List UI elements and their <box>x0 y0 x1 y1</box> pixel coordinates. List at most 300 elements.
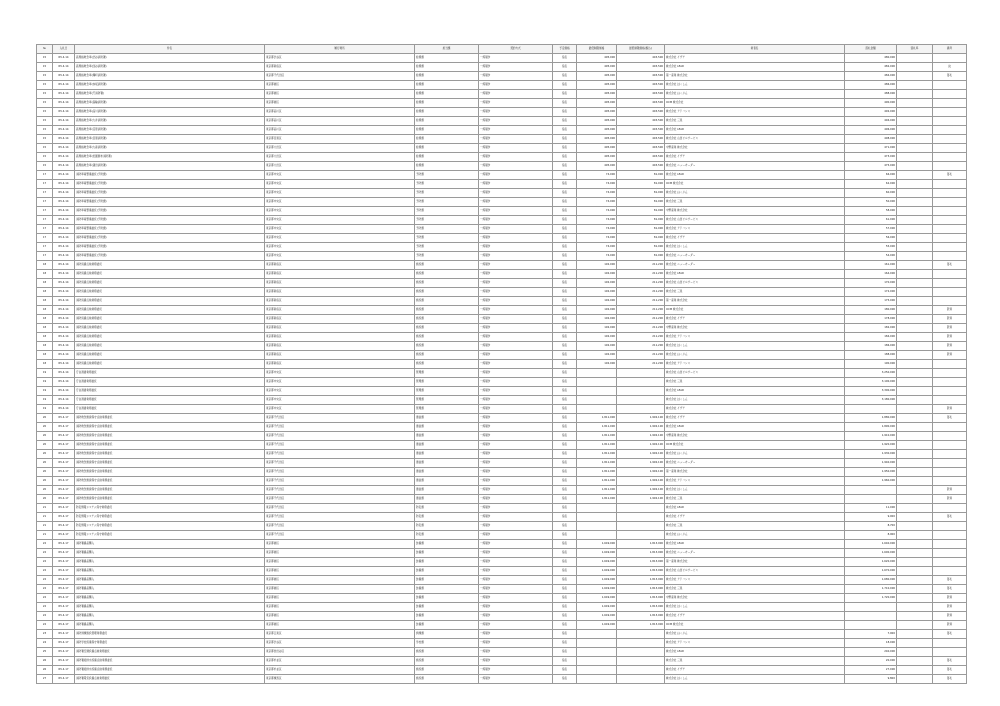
table-cell: 58,000 <box>845 207 897 216</box>
table-cell: 445,500 <box>617 144 665 153</box>
table-cell: R5.4.17 <box>53 414 75 423</box>
table-cell: 指名 <box>553 405 577 414</box>
table-cell: 株式会社 ほくしん <box>665 486 845 495</box>
table-cell: 一般競争 <box>479 630 553 639</box>
table-cell <box>845 621 897 630</box>
table-cell: 1,930,000 <box>845 450 897 459</box>
table-cell: 東京都大田区 <box>265 162 415 171</box>
table-cell: 株式会社 LEAD <box>665 270 845 279</box>
table-cell: 指名 <box>553 639 577 648</box>
table-cell: 17 <box>37 252 53 261</box>
table-cell: 指名 <box>553 504 577 513</box>
table-row <box>37 414 967 423</box>
table-cell: 中野産業 株式会社 <box>665 144 845 153</box>
table-cell: 指名 <box>553 450 577 459</box>
table-cell: 消防救急無線保守点検業務委託 <box>75 468 265 477</box>
table-cell: 495,000 <box>577 144 617 153</box>
table-cell: 74,000 <box>577 243 617 252</box>
table-cell: 管理課 <box>415 396 479 405</box>
table-cell <box>897 180 933 189</box>
table-row <box>37 270 967 279</box>
table-cell: 指名 <box>553 387 577 396</box>
table-row <box>37 279 967 288</box>
table-cell: 1,992,100 <box>617 459 665 468</box>
table-row <box>37 144 967 153</box>
table-cell: 東京都千代田区 <box>265 414 415 423</box>
table-cell <box>933 216 967 225</box>
table-cell: 株式会社 イザテ <box>665 612 845 621</box>
table-cell: 東京都千代田区 <box>265 477 415 486</box>
table-cell: 防災情報システム保守業務委託 <box>75 513 265 522</box>
table-cell <box>897 333 933 342</box>
table-cell: 通信課 <box>415 468 479 477</box>
table-cell <box>897 666 933 675</box>
table-cell: 指名 <box>553 414 577 423</box>
table-cell: 19 <box>37 387 53 396</box>
table-row <box>37 450 967 459</box>
table-cell <box>897 549 933 558</box>
table-cell: 一般競争 <box>479 315 553 324</box>
table-cell: 東京都中央区 <box>265 171 415 180</box>
table-cell: 1,813,900 <box>617 621 665 630</box>
table-cell: 東京都中央区 <box>265 225 415 234</box>
table-row <box>37 261 967 270</box>
table-cell <box>897 144 933 153</box>
table-row <box>37 468 967 477</box>
table-cell: R5.4.14 <box>53 297 75 306</box>
table-cell: 一般競争 <box>479 468 553 477</box>
table-cell: 15 <box>37 162 53 171</box>
table-row <box>37 63 967 72</box>
table-cell: 東京都品川区 <box>265 108 415 117</box>
table-cell <box>897 189 933 198</box>
table-cell: 54,000 <box>845 252 897 261</box>
table-row <box>37 558 967 567</box>
table-cell: 22 <box>37 594 53 603</box>
table-cell: 1,811,000 <box>577 441 617 450</box>
table-cell: 一般競争 <box>479 99 553 108</box>
table-cell: 辞退 <box>933 486 967 495</box>
table-cell: 指名 <box>553 477 577 486</box>
table-cell: 15 <box>37 117 53 126</box>
table-cell: R5.4.14 <box>53 99 75 108</box>
table-cell: 施設課 <box>415 306 479 315</box>
table-cell: 192,000 <box>577 279 617 288</box>
table-cell: 落札 <box>933 585 967 594</box>
table-cell: 一般競争 <box>479 558 553 567</box>
table-cell: 消防署備品購入 <box>75 594 265 603</box>
table-cell: 東京都品川区 <box>265 117 415 126</box>
table-cell <box>897 405 933 414</box>
table-row <box>37 162 967 171</box>
table-cell: 東京都港区 <box>265 540 415 549</box>
table-cell: R5.4.14 <box>53 360 75 369</box>
table-cell: 庁舎清掃業務委託 <box>75 378 265 387</box>
table-cell: 東京都千代田区 <box>265 486 415 495</box>
table-cell <box>897 369 933 378</box>
table-cell: R5.4.17 <box>53 612 75 621</box>
table-cell <box>897 648 933 657</box>
table-cell: 東京都中央区 <box>265 405 415 414</box>
table-cell: 20 <box>37 423 53 432</box>
table-cell: 482,000 <box>845 63 897 72</box>
table-cell: 東京都渋谷区 <box>265 54 415 63</box>
table-cell <box>897 288 933 297</box>
table-cell: 装備課 <box>415 594 479 603</box>
table-cell: 445,500 <box>617 63 665 72</box>
table-cell: 指名 <box>553 72 577 81</box>
table-cell: 一般競争 <box>479 585 553 594</box>
table-cell <box>617 369 665 378</box>
table-cell: 株式会社 山田ビルサービス <box>665 135 845 144</box>
table-cell <box>577 675 617 684</box>
table-cell: 予防課 <box>415 171 479 180</box>
table-cell: 株式会社 はくぶん <box>665 351 845 360</box>
table-cell: 211,200 <box>617 342 665 351</box>
table-cell: R5.4.17 <box>53 657 75 666</box>
table-cell <box>617 396 665 405</box>
table-cell: 20 <box>37 441 53 450</box>
table-cell: R5.4.14 <box>53 54 75 63</box>
column-header: 業者名 <box>665 45 845 54</box>
table-cell: 一般競争 <box>479 504 553 513</box>
table-cell <box>897 450 933 459</box>
table-cell <box>933 225 967 234</box>
table-cell: 211,200 <box>617 360 665 369</box>
table-cell: 495,000 <box>577 126 617 135</box>
table-cell: 施設課 <box>415 675 479 684</box>
column-header: 落札金額 <box>845 45 897 54</box>
table-cell: 指名 <box>553 171 577 180</box>
table-cell: 辞退 <box>933 495 967 504</box>
table-cell: 予防課 <box>415 234 479 243</box>
table-cell: 消防署備品購入 <box>75 549 265 558</box>
table-cell: 消防設備点検業務委託 <box>75 270 265 279</box>
table-cell <box>933 558 967 567</box>
table-cell: 指名 <box>553 648 577 657</box>
table-cell: 1,992,100 <box>617 432 665 441</box>
table-cell: 18 <box>37 306 53 315</box>
table-cell: 1,910,000 <box>845 432 897 441</box>
table-cell: 184,000 <box>845 333 897 342</box>
table-cell <box>617 522 665 531</box>
table-cell: 株式会社 三晃 <box>665 198 845 207</box>
table-cell: 21 <box>37 504 53 513</box>
table-cell: R5.4.17 <box>53 477 75 486</box>
table-cell: R5.4.14 <box>53 90 75 99</box>
table-row <box>37 297 967 306</box>
table-row <box>37 630 967 639</box>
table-cell: 445,500 <box>617 153 665 162</box>
table-cell: 予防課 <box>415 243 479 252</box>
table-cell: 株式会社 アドバンス <box>665 576 845 585</box>
table-cell <box>933 126 967 135</box>
table-cell: 81,000 <box>617 207 665 216</box>
table-cell <box>933 540 967 549</box>
table-cell: 株式会社 はくぶん <box>665 189 845 198</box>
table-cell: 一般競争 <box>479 369 553 378</box>
table-row <box>37 369 967 378</box>
table-cell: 1,813,900 <box>617 585 665 594</box>
table-cell: 東京都新宿区 <box>265 270 415 279</box>
table-cell: R5.4.17 <box>53 567 75 576</box>
table-cell: 消防設備点検業務委託 <box>75 261 265 270</box>
table-cell: 施設課 <box>415 666 479 675</box>
table-cell: 株式会社 三晃 <box>665 657 845 666</box>
table-row <box>37 666 967 675</box>
table-cell: 消防署給排水設備点検業務委託 <box>75 666 265 675</box>
table-cell: 東京都港区 <box>265 90 415 99</box>
table-cell: 一般競争 <box>479 270 553 279</box>
table-cell <box>577 369 617 378</box>
table-cell: R5.4.14 <box>53 270 75 279</box>
table-cell: 指名 <box>553 441 577 450</box>
table-cell: 東京都中央区 <box>265 207 415 216</box>
column-header: 備考 <box>933 45 967 54</box>
table-cell: 15 <box>37 72 53 81</box>
table-cell <box>933 567 967 576</box>
table-cell: 495,000 <box>577 54 617 63</box>
table-cell: R5.4.14 <box>53 216 75 225</box>
table-cell: 15 <box>37 153 53 162</box>
table-cell: 落札 <box>933 513 967 522</box>
table-cell: 指名 <box>553 54 577 63</box>
table-cell: 施設課 <box>415 315 479 324</box>
table-cell: 211,200 <box>617 306 665 315</box>
table-row <box>37 576 967 585</box>
table-cell: R5.4.14 <box>53 72 75 81</box>
table-cell: 株式会社 ニューオーダー <box>665 459 845 468</box>
table-cell: 防災課 <box>415 531 479 540</box>
table-cell: 装備課 <box>415 567 479 576</box>
table-cell: 一般競争 <box>479 603 553 612</box>
table-cell: 1,811,000 <box>577 477 617 486</box>
table-cell <box>897 603 933 612</box>
table-cell <box>933 99 967 108</box>
table-cell: 1,649,000 <box>577 567 617 576</box>
table-cell: R5.4.14 <box>53 378 75 387</box>
table-cell <box>933 477 967 486</box>
table-cell: 495,000 <box>577 135 617 144</box>
table-cell <box>897 81 933 90</box>
table-cell: 指名 <box>553 63 577 72</box>
table-cell: 指名 <box>553 333 577 342</box>
table-cell: R5.4.14 <box>53 135 75 144</box>
table-cell: 56,000 <box>845 234 897 243</box>
table-cell: 消防署備品購入 <box>75 612 265 621</box>
table-cell: 一般競争 <box>479 432 553 441</box>
table-cell: 東京都港区 <box>265 99 415 108</box>
table-cell: R5.4.17 <box>53 441 75 450</box>
table-cell <box>897 396 933 405</box>
table-cell: 株式会社 はくぶん <box>665 450 845 459</box>
table-cell: R5.4.17 <box>53 432 75 441</box>
table-cell: 株式会社 LEAD <box>665 504 845 513</box>
table-cell <box>617 648 665 657</box>
table-cell: 192,000 <box>577 342 617 351</box>
table-cell: 55,000 <box>845 243 897 252</box>
table-cell: 492,000 <box>845 108 897 117</box>
table-cell: 74,000 <box>577 180 617 189</box>
table-cell <box>933 162 967 171</box>
table-cell <box>897 198 933 207</box>
table-cell: 22 <box>37 558 53 567</box>
table-cell <box>897 261 933 270</box>
table-cell: 総務課 <box>415 99 479 108</box>
table-cell: 17 <box>37 243 53 252</box>
table-cell: 株式会社 はくぶん <box>665 630 845 639</box>
table-cell: 株式会社 三晃 <box>665 378 845 387</box>
table-cell <box>897 117 933 126</box>
table-cell <box>845 495 897 504</box>
table-cell: 消防救急無線保守点検業務委託 <box>75 477 265 486</box>
table-cell: 東京都港区 <box>265 558 415 567</box>
table-cell: 東京都中央区 <box>265 252 415 261</box>
table-cell: 指名 <box>553 531 577 540</box>
table-row <box>37 432 967 441</box>
table-cell <box>897 99 933 108</box>
table-cell <box>933 378 967 387</box>
table-cell: 防災課 <box>415 522 479 531</box>
table-cell: 株式会社 ほくしん <box>665 243 845 252</box>
table-cell <box>897 162 933 171</box>
table-cell: 予防課 <box>415 252 479 261</box>
table-cell: 指名 <box>553 396 577 405</box>
table-cell: 211,200 <box>617 261 665 270</box>
table-cell <box>933 189 967 198</box>
table-cell: R5.4.14 <box>53 369 75 378</box>
table-cell: 指名 <box>553 261 577 270</box>
table-cell <box>933 81 967 90</box>
table-row <box>37 324 967 333</box>
table-cell: 164,000 <box>845 270 897 279</box>
table-cell: 1,813,900 <box>617 612 665 621</box>
table-cell <box>933 387 967 396</box>
table-cell: 1,890,000 <box>845 423 897 432</box>
table-cell: 186,000 <box>845 342 897 351</box>
table-cell <box>933 396 967 405</box>
table-cell: R5.4.17 <box>53 666 75 675</box>
table-cell: 消防救急無線保守点検業務委託 <box>75 414 265 423</box>
table-cell: 81,000 <box>617 189 665 198</box>
table-cell: 消防設備点検業務委託 <box>75 297 265 306</box>
table-cell: 総務課 <box>415 90 479 99</box>
table-cell: 消防署給排水設備点検業務委託 <box>75 657 265 666</box>
table-row <box>37 657 967 666</box>
table-cell: 1,811,000 <box>577 495 617 504</box>
table-cell: 484,000 <box>845 72 897 81</box>
table-cell: 一般競争 <box>479 450 553 459</box>
table-cell <box>897 342 933 351</box>
table-cell: 1,649,000 <box>577 594 617 603</box>
table-cell: 175,000 <box>845 297 897 306</box>
table-cell: R5.4.17 <box>53 549 75 558</box>
table-cell: R5.4.17 <box>53 468 75 477</box>
table-cell: 一般競争 <box>479 162 553 171</box>
table-cell: 株式会社 三晃 <box>665 117 845 126</box>
column-header: 入札日 <box>53 45 75 54</box>
table-cell: 辞退 <box>933 351 967 360</box>
table-cell: 東京都新宿区 <box>265 288 415 297</box>
table-cell <box>617 630 665 639</box>
table-cell: 株式会社 アドバンス <box>665 639 845 648</box>
table-cell: 東京都杉並区 <box>265 657 415 666</box>
table-cell: R5.4.17 <box>53 522 75 531</box>
table-cell: 中野産業 株式会社 <box>665 324 845 333</box>
table-row <box>37 648 967 657</box>
table-cell: 東京都新宿区 <box>265 279 415 288</box>
table-cell <box>897 324 933 333</box>
table-cell: 211,200 <box>617 351 665 360</box>
table-cell: R5.4.14 <box>53 351 75 360</box>
table-cell: 東京都新宿区 <box>265 306 415 315</box>
table-cell: 一般競争 <box>479 387 553 396</box>
table-cell: 指名 <box>553 252 577 261</box>
table-cell <box>897 459 933 468</box>
table-cell: 消防救急無線保守点検業務委託 <box>75 432 265 441</box>
table-cell: 中野産業 株式会社 <box>665 594 845 603</box>
table-cell: 防災情報システム保守業務委託 <box>75 531 265 540</box>
table-cell: R5.4.17 <box>53 486 75 495</box>
table-cell: 22 <box>37 576 53 585</box>
table-cell: 指名 <box>553 360 577 369</box>
table-cell: 訓練課 <box>415 630 479 639</box>
table-cell: 一般競争 <box>479 486 553 495</box>
table-cell: 一般競争 <box>479 396 553 405</box>
table-cell: 株式会社 ニューオーダー <box>665 252 845 261</box>
table-cell: 192,000 <box>577 261 617 270</box>
table-cell: 一般競争 <box>479 531 553 540</box>
table-cell <box>897 675 933 684</box>
table-cell: 東京都千代田区 <box>265 522 415 531</box>
table-cell: 20 <box>37 486 53 495</box>
table-cell: 495,000 <box>577 108 617 117</box>
table-cell: 18 <box>37 360 53 369</box>
table-cell: 指名 <box>553 576 577 585</box>
table-row <box>37 153 967 162</box>
table-cell: 指名 <box>553 189 577 198</box>
table-cell: 通信課 <box>415 423 479 432</box>
table-cell <box>897 441 933 450</box>
table-cell: 消防署備品購入 <box>75 576 265 585</box>
table-cell: 東京都千代田区 <box>265 468 415 477</box>
table-cell: 1,620,000 <box>845 558 897 567</box>
table-cell: 株式会社 ニューオーダー <box>665 162 845 171</box>
table-cell <box>897 495 933 504</box>
table-cell: 指名 <box>553 513 577 522</box>
table-cell: 辞退 <box>933 315 967 324</box>
table-cell: 一般競争 <box>479 648 553 657</box>
table-cell: 一般競争 <box>479 621 553 630</box>
table-cell <box>933 360 967 369</box>
table-cell: 20 <box>37 495 53 504</box>
table-cell: R5.4.14 <box>53 63 75 72</box>
table-cell: 15 <box>37 81 53 90</box>
column-header: 予定価格 <box>553 45 577 54</box>
table-cell: 一般競争 <box>479 90 553 99</box>
table-cell: 22 <box>37 612 53 621</box>
table-cell: 19 <box>37 378 53 387</box>
table-cell <box>933 639 967 648</box>
table-cell: 高規格救急車(赤坂消防署) <box>75 81 265 90</box>
table-cell: 消防救急無線保守点検業務委託 <box>75 450 265 459</box>
table-cell: 管理課 <box>415 369 479 378</box>
table-cell: 一般競争 <box>479 54 553 63</box>
table-cell: OCM 株式会社 <box>665 99 845 108</box>
table-cell: 1,813,900 <box>617 558 665 567</box>
table-cell: 1,600,000 <box>845 549 897 558</box>
table-cell: 1,649,000 <box>577 558 617 567</box>
